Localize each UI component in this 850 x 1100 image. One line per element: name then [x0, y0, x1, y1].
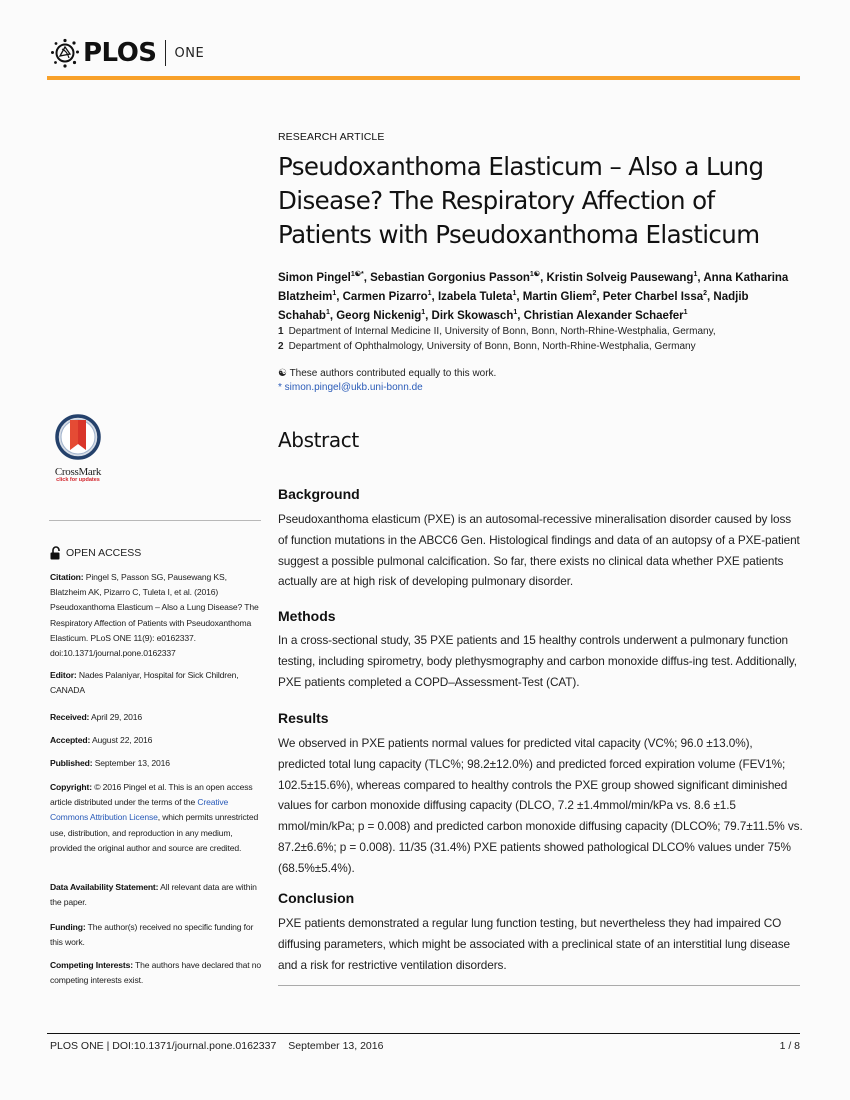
author-name: Simon Pingel [278, 271, 351, 284]
plos-globe-icon [50, 38, 80, 68]
author-affiliation-marker: 1☯ [529, 271, 541, 278]
published-label: Published: [50, 758, 93, 768]
crossmark-badge[interactable] [50, 414, 106, 483]
author-name: Carmen Pizarro [342, 290, 428, 303]
author-affiliation-marker: 1 [693, 271, 698, 278]
crossmark-icon [55, 414, 101, 460]
footer-citation [50, 1040, 383, 1052]
copyright-label: Copyright: [50, 782, 92, 792]
section-heading-background: Background [278, 486, 360, 502]
author-affiliation-marker: 1 [512, 289, 517, 297]
author-affiliation-marker: 1 [427, 289, 432, 297]
section-heading-methods: Methods [278, 608, 336, 624]
crossmark-sublabel: click for updates [56, 477, 100, 483]
asterisk-icon: * [278, 382, 285, 393]
author-name: Peter Charbel Issa [602, 290, 704, 303]
section-text-methods: In a cross-sectional study, 35 PXE patients and 15 healthy controls underwent a pulmonary function testing, including spirometry, body plethysmography and carbon monoxide diffus-ing test. Additionally, PXE patients completed a COPD–Assessment-Test (CAT). [278, 633, 797, 689]
open-lock-icon [50, 546, 62, 560]
funding-block [50, 920, 265, 950]
received-date: April 29, 2016 [91, 712, 142, 722]
editor-label: Editor: [50, 670, 77, 680]
accepted-label: Accepted: [50, 735, 91, 745]
header-accent-bar [47, 76, 800, 80]
author-name: Christian Alexander Schaefer [523, 309, 684, 322]
competing-interests-text: The authors have declared that no competing interests exist. [50, 960, 262, 986]
copyright-block [50, 780, 265, 856]
citation-label: Citation: [50, 572, 84, 582]
accepted-date: August 22, 2016 [91, 735, 153, 745]
footer-divider [47, 1033, 800, 1034]
affiliation-number: 1 [278, 326, 284, 337]
funding-text: The author(s) received no specific funding for this work. [50, 922, 254, 948]
citation-block [50, 570, 265, 661]
section-heading-conclusion: Conclusion [278, 890, 355, 906]
section-text-background: Pseudoxanthoma elasticum (PXE) is an autosomal-recessive mineralisation disorder caused by loss of function mutations in the ABCC6 Gen. Histological findings and data of an autopsy of a PXE-patient suggest a possible pulmonal calcification. So far, there exists no clinical data whether PXE patients actually are at high risk of developing pulmonary disorder. [278, 512, 800, 589]
logo-divider [165, 40, 166, 66]
author-affiliation-marker: 1 [683, 308, 688, 316]
data-availability-label: Data Availability Statement: [50, 882, 159, 892]
competing-interests-label: Competing Interests: [50, 960, 133, 970]
data-availability-text: All relevant data are within the paper. [50, 882, 257, 908]
open-access-label: OPEN ACCESS [66, 547, 142, 559]
author-name: Georg Nickenig [336, 309, 422, 322]
author-name: Nadjib Schahab [278, 290, 749, 322]
author-affiliation-marker: 1 [513, 308, 518, 316]
affiliation-text: Department of Internal Medicine II, University of Bonn, Bonn, North-Rhine-Westphalia, Germany, [288, 326, 716, 337]
author-name: Kristin Solveig Pausewang [546, 271, 694, 284]
affiliation-number: 2 [278, 341, 284, 352]
affiliation-1 [278, 324, 803, 339]
plos-one-logo[interactable] [50, 38, 204, 68]
affiliations [278, 324, 803, 354]
author-notes [278, 367, 496, 395]
section-text-results: We observed in PXE patients normal values for predicted vital capacity (VC%; 96.0 ±13.0%), predicted total lung capacity (TLC%; 98.2±12.0%) and predicted forced expiration volume (FEV1%; 102.5±15.6%), whereas compared to healthy controls the PXE group showed significant diminished values for carbon monoxide diffusing capacity (DLCO, 7.2 ±1.4mmol/min/kPa vs. 8.6 ±1.5 mmol/min/kPa; p = 0.008) and predicted carbon monoxide diffusing capacity (DLCO%; 79.7±11.5% vs. 87.2±6.6%; p = 0.008). 11/35 (31.4%) PXE patients showed pathological DLCO% values under 75% (68.5%±5.4%). [278, 736, 803, 875]
editor-block [50, 668, 265, 698]
equal-contribution-icon: ☯ [278, 368, 290, 379]
published-date: September 13, 2016 [94, 758, 170, 768]
affiliation-2 [278, 339, 803, 354]
footer-doi: PLOS ONE | DOI:10.1371/journal.pone.0162337 [50, 1040, 277, 1052]
crossmark-label: CrossMark [54, 466, 102, 478]
author-name: Anna Katharina Blatzheim [278, 271, 789, 303]
author-affiliation-marker: 1 [421, 308, 426, 316]
section-text-conclusion: PXE patients demonstrated a regular lung function testing, but nevertheless they had impaired CO diffusing parameters, which might be associated with a preclinical state of an interstitial lung disease and a risk for restrictive ventilation disorders. [278, 916, 790, 972]
author-affiliation-marker: 1☯* [350, 271, 364, 278]
equal-contribution-note [278, 367, 496, 381]
equal-contribution-text: These authors contributed equally to this work. [289, 368, 497, 379]
page-number: 1 / 8 [779, 1040, 800, 1052]
author-name: Izabela Tuleta [437, 290, 513, 303]
article-type: RESEARCH ARTICLE [278, 131, 385, 143]
footer-date: September 13, 2016 [288, 1040, 384, 1052]
author-name: Martin Gliem [522, 290, 593, 303]
received-label: Received: [50, 712, 90, 722]
author-name: Dirk Skowasch [431, 309, 514, 322]
abstract-end-divider [278, 985, 800, 986]
author-affiliation-marker: 1 [325, 308, 330, 316]
author-name: Sebastian Gorgonius Passon [370, 271, 530, 284]
published-block [50, 756, 265, 771]
copyright-text-end: , which permits unrestricted use, distribution, and reproduction in any medium, provided the original author and source are credited. [50, 812, 259, 853]
funding-label: Funding: [50, 922, 86, 932]
logo-journal-text: ONE [174, 45, 205, 61]
corresponding-email-link[interactable]: simon.pingel@ukb.uni-bonn.de [284, 382, 423, 393]
corresponding-note [278, 381, 496, 395]
editor-text: Nades Palaniyar, Hospital for Sick Children, CANADA [50, 670, 239, 696]
logo-plos-text: PLOS [83, 38, 157, 68]
sidebar-divider [49, 520, 261, 521]
article-title: Pseudoxanthoma Elasticum – Also a Lung Disease? The Respiratory Affection of Patients with Pseudoxanthoma Elasticum [278, 152, 764, 249]
competing-interests-block [50, 958, 265, 988]
author-list: Simon Pingel$^{1☯*}$, Sebastian Gorgonius Passon$^{1☯}$, Kristin Solveig Pausewang$^1$, Anna Katharina Blatzheim$^1$, Carmen Pizarro$^1$, Izabela Tuleta$^1$, Martin Gliem$^2$, Peter Charbel Issa$^2$, Nadjib Schahab$^1$, Georg Nickenig$^1$, Dirk Skowasch$^1$, Christian Alexander Schaefer$^1$ [278, 271, 789, 322]
author-affiliation-marker: 1 [332, 289, 337, 297]
author-affiliation-marker: 2 [592, 289, 597, 297]
received-block [50, 710, 265, 725]
affiliation-text: Department of Ophthalmology, University of Bonn, Bonn, North-Rhine-Westphalia, Germany [288, 341, 696, 352]
citation-text: Pingel S, Passon SG, Pausewang KS, Blatzheim AK, Pizarro C, Tuleta I, et al. (2016) Pseudoxanthoma Elasticum – Also a Lung Disease? The Respiratory Affection of Patients with Pseudoxanthoma Elasticum. PLoS ONE 11(9): e0162337. doi:10.1371/journal.pone.0162337 [50, 572, 259, 659]
author-affiliation-marker: 2 [703, 289, 708, 297]
open-access-badge [50, 546, 141, 560]
section-heading-results: Results [278, 710, 329, 726]
copyright-text: © 2016 Pingel et al. This is an open access article distributed under the terms of the [50, 782, 253, 808]
abstract-heading: Abstract [278, 428, 359, 452]
accepted-block [50, 733, 265, 748]
data-availability-block [50, 880, 265, 910]
cc-license-link[interactable]: Creative Commons Attribution License [50, 797, 229, 823]
